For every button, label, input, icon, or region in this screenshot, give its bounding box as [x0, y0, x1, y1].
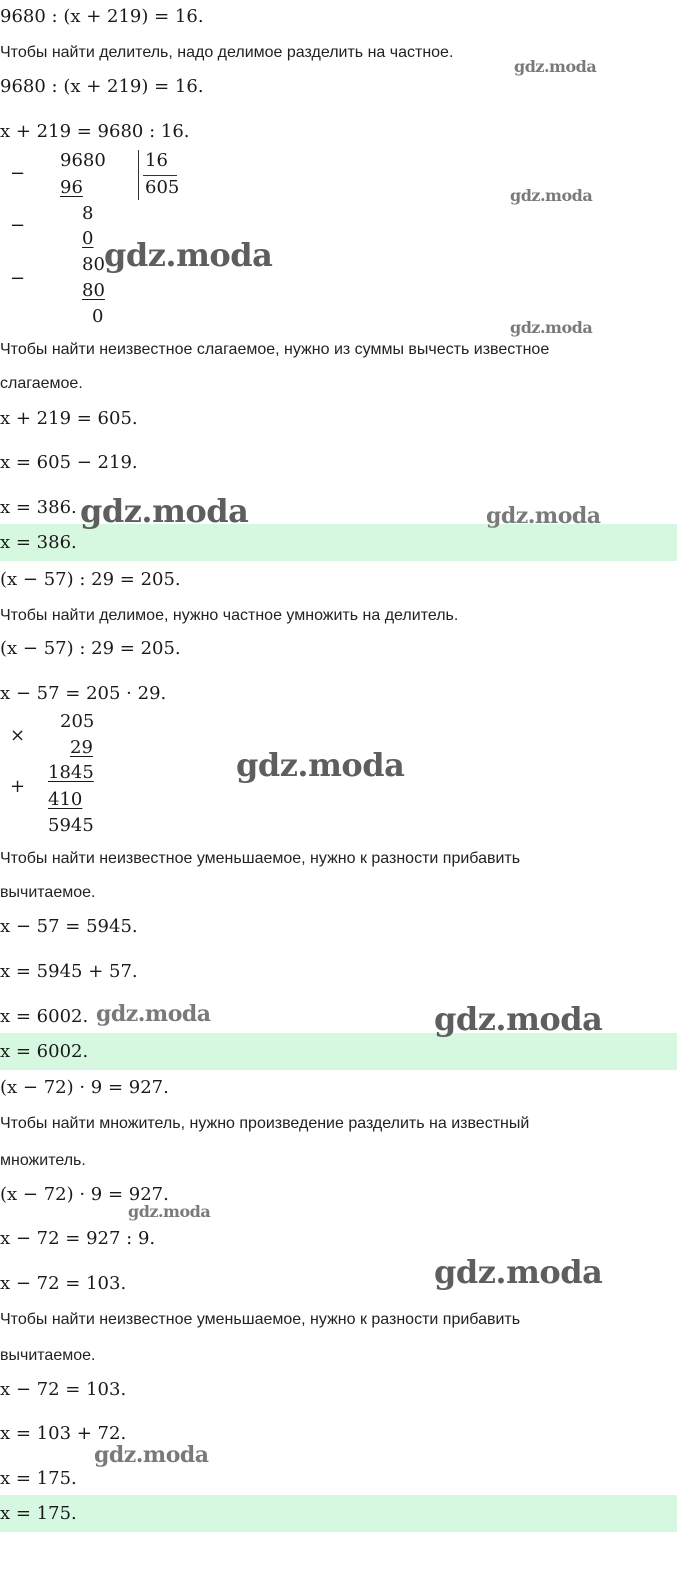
- equation: x = 175.: [0, 1468, 77, 1489]
- equation: (x − 57) : 29 = 205.: [0, 569, 181, 590]
- quotient: 605: [145, 177, 180, 198]
- rule-text: Чтобы найти неизвестное слагаемое, нужно из суммы вычесть известное: [0, 341, 550, 358]
- subtrahend: 0: [82, 228, 94, 249]
- equation: x − 72 = 103.: [0, 1379, 127, 1400]
- equation: x + 219 = 9680 : 16.: [0, 121, 190, 142]
- answer-highlight: [0, 1033, 677, 1070]
- times-sign: ×: [10, 725, 26, 746]
- equation: x = 6002.: [0, 1006, 89, 1027]
- rule-text: Чтобы найти делимое, нужно частное умножить на делитель.: [0, 607, 459, 624]
- watermark-logo: gdz.moda: [128, 1202, 211, 1221]
- remainder: 8: [82, 203, 94, 224]
- answer: x = 386.: [0, 532, 77, 553]
- equation: x = 5945 + 57.: [0, 961, 138, 982]
- watermark-logo: gdz.moda: [104, 236, 273, 274]
- rule-text: вычитаемое.: [0, 1347, 96, 1364]
- minus-sign: −: [10, 268, 26, 289]
- equation: (x − 57) : 29 = 205.: [0, 638, 181, 659]
- watermark-logo: gdz.moda: [80, 492, 249, 530]
- equation: x + 219 = 605.: [0, 408, 138, 429]
- equation: 9680 : (x + 219) = 16.: [0, 76, 204, 97]
- division-bar: [138, 150, 139, 200]
- watermark-logo: gdz.moda: [486, 503, 601, 529]
- watermark-logo: gdz.moda: [96, 1001, 211, 1027]
- equation: (x − 72) · 9 = 927.: [0, 1077, 169, 1098]
- equation: x = 386.: [0, 497, 77, 518]
- product: 5945: [48, 815, 94, 836]
- dividend: 9680: [60, 150, 106, 171]
- watermark-logo: gdz.moda: [514, 57, 597, 76]
- equation: 9680 : (x + 219) = 16.: [0, 6, 204, 27]
- watermark-logo: gdz.moda: [94, 1442, 209, 1468]
- plus-sign: +: [10, 776, 26, 797]
- divisor-line: [143, 175, 177, 176]
- equation: x = 103 + 72.: [0, 1423, 127, 1444]
- partial-product: 410: [48, 789, 83, 810]
- divisor: 16: [145, 150, 168, 171]
- rule-text: вычитаемое.: [0, 884, 96, 901]
- rule-text: Чтобы найти неизвестное уменьшаемое, нужно к разности прибавить: [0, 850, 521, 867]
- subtrahend: 80: [82, 280, 105, 301]
- watermark-logo: gdz.moda: [510, 186, 593, 205]
- rule-text: множитель.: [0, 1152, 86, 1169]
- multiplier: 29: [70, 737, 93, 758]
- answer: x = 175.: [0, 1503, 77, 1524]
- partial-product: 1845: [48, 762, 94, 783]
- multiplicand: 205: [60, 711, 95, 732]
- equation: x − 72 = 103.: [0, 1273, 127, 1294]
- remainder: 0: [92, 306, 104, 327]
- remainder: 80: [82, 254, 105, 275]
- watermark-logo: gdz.moda: [434, 1000, 603, 1038]
- watermark-logo: gdz.moda: [510, 318, 593, 337]
- equation: x = 605 − 219.: [0, 452, 138, 473]
- answer: x = 6002.: [0, 1041, 89, 1062]
- rule-text: Чтобы найти множитель, нужно произведение разделить на известный: [0, 1115, 530, 1132]
- equation: (x − 72) · 9 = 927.: [0, 1184, 169, 1205]
- equation: x − 72 = 927 : 9.: [0, 1228, 156, 1249]
- rule-text: Чтобы найти делитель, надо делимое разделить на частное.: [0, 44, 454, 61]
- subtrahend: 96: [60, 177, 83, 198]
- minus-sign: −: [10, 215, 26, 236]
- answer-highlight: [0, 1495, 677, 1532]
- watermark-logo: gdz.moda: [434, 1253, 603, 1291]
- equation: x − 57 = 5945.: [0, 916, 138, 937]
- equation: x − 57 = 205 · 29.: [0, 683, 167, 704]
- minus-sign: −: [10, 163, 26, 184]
- rule-text: Чтобы найти неизвестное уменьшаемое, нужно к разности прибавить: [0, 1311, 521, 1328]
- watermark-logo: gdz.moda: [236, 746, 405, 784]
- rule-text: слагаемое.: [0, 375, 83, 392]
